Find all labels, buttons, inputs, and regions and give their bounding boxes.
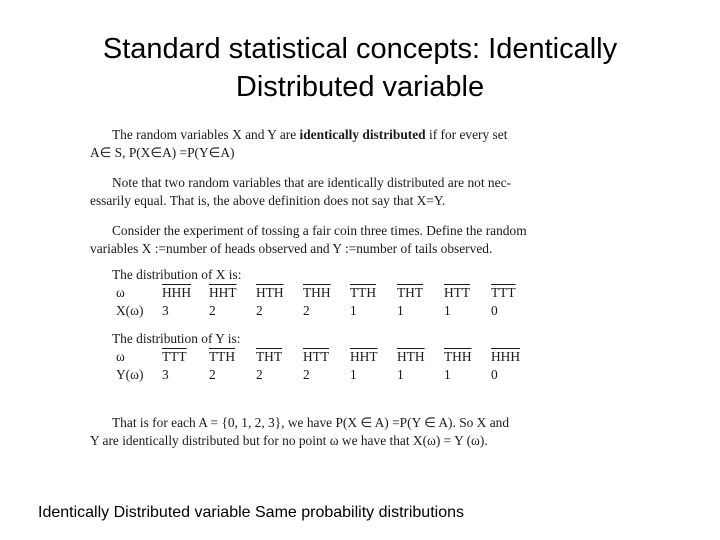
conclusion-line-1: That is for each A = {0, 1, 2, 3}, we have P(X ∈ A) =P(Y ∈ A). So X and bbox=[112, 415, 510, 430]
value-cell: 1 bbox=[444, 367, 451, 382]
distribution-x-block bbox=[90, 266, 570, 320]
note-paragraph bbox=[90, 174, 570, 210]
value-cell: 2 bbox=[303, 303, 310, 318]
outcome-cell: $\overline{TTH}$ bbox=[209, 349, 236, 364]
value-cell: 1 bbox=[350, 367, 357, 382]
row-header-x: X(ω) bbox=[116, 303, 144, 318]
table-row bbox=[116, 348, 538, 366]
outcome-cell: $\overline{TTT}$ bbox=[491, 285, 516, 300]
experiment-paragraph bbox=[90, 222, 570, 258]
definition-term: identically distributed bbox=[299, 127, 426, 142]
value-cell: 1 bbox=[350, 303, 357, 318]
value-cell: 3 bbox=[162, 303, 169, 318]
definition-text-post: if for every set bbox=[425, 127, 508, 142]
outcome-cell: $\overline{HTT}$ bbox=[303, 349, 330, 364]
row-header-omega: ω bbox=[116, 349, 125, 364]
note-line-1: Note that two random variables that are identically distributed are not nec- bbox=[112, 175, 511, 190]
outcome-cell: $\overline{TTT}$ bbox=[162, 349, 187, 364]
outcome-cell: $\overline{HHH}$ bbox=[491, 349, 521, 364]
outcome-cell: $\overline{THT}$ bbox=[256, 349, 283, 364]
outcome-cell: $\overline{HHT}$ bbox=[209, 285, 237, 300]
table-row bbox=[116, 302, 538, 320]
distribution-x-label: The distribution of X is: bbox=[112, 267, 242, 282]
definition-text-pre: The random variables X and Y are bbox=[112, 127, 300, 142]
conclusion-paragraph bbox=[90, 414, 570, 450]
experiment-line-1: Consider the experiment of tossing a fair coin three times. Define the random bbox=[112, 223, 527, 238]
table-row bbox=[116, 284, 538, 302]
outcome-cell: $\overline{THT}$ bbox=[397, 285, 424, 300]
value-cell: 1 bbox=[397, 303, 404, 318]
value-cell: 1 bbox=[397, 367, 404, 382]
slide-footer-caption: Identically Distributed variable Same probability distributions bbox=[38, 504, 464, 521]
definition-paragraph bbox=[90, 126, 570, 162]
distribution-y-label: The distribution of Y is: bbox=[112, 331, 241, 346]
row-header-omega: ω bbox=[116, 285, 125, 300]
outcome-cell: $\overline{THH}$ bbox=[303, 285, 331, 300]
definition-line-2: A∈ S, P(X∈A) =P(Y∈A) bbox=[90, 145, 235, 160]
outcome-cell: $\overline{HHH}$ bbox=[162, 285, 192, 300]
slide-title-line-2: Distributed variable bbox=[235, 71, 485, 103]
value-cell: 2 bbox=[256, 367, 263, 382]
note-line-2: essarily equal. That is, the above definition does not say that X=Y. bbox=[90, 193, 446, 208]
outcome-cell: $\overline{THH}$ bbox=[444, 349, 472, 364]
value-cell: 1 bbox=[444, 303, 451, 318]
distribution-y-block bbox=[90, 330, 570, 384]
distribution-x-table bbox=[116, 284, 538, 320]
row-header-y: Y(ω) bbox=[116, 367, 144, 382]
outcome-cell: $\overline{HTT}$ bbox=[444, 285, 471, 300]
distribution-y-table bbox=[116, 348, 538, 384]
value-cell: 3 bbox=[162, 367, 169, 382]
value-cell: 0 bbox=[491, 303, 498, 318]
experiment-line-2: variables X :=number of heads observed and Y :=number of tails observed. bbox=[90, 241, 493, 256]
outcome-cell: $\overline{HTH}$ bbox=[397, 349, 425, 364]
slide-title-line-1: Standard statistical concepts: Identically bbox=[102, 33, 618, 65]
slide-title bbox=[0, 30, 720, 106]
value-cell: 2 bbox=[303, 367, 310, 382]
outcome-cell: $\overline{TTH}$ bbox=[350, 285, 377, 300]
conclusion-line-2: Y are identically distributed but for no point ω we have that X(ω) = Y (ω). bbox=[90, 433, 488, 448]
value-cell: 2 bbox=[209, 303, 216, 318]
outcome-cell: $\overline{HHT}$ bbox=[350, 349, 378, 364]
value-cell: 0 bbox=[491, 367, 498, 382]
value-cell: 2 bbox=[209, 367, 216, 382]
table-row bbox=[116, 366, 538, 384]
definition-line-1 bbox=[112, 127, 507, 142]
value-cell: 2 bbox=[256, 303, 263, 318]
embedded-document bbox=[90, 126, 570, 450]
outcome-cell: $\overline{HTH}$ bbox=[256, 285, 284, 300]
